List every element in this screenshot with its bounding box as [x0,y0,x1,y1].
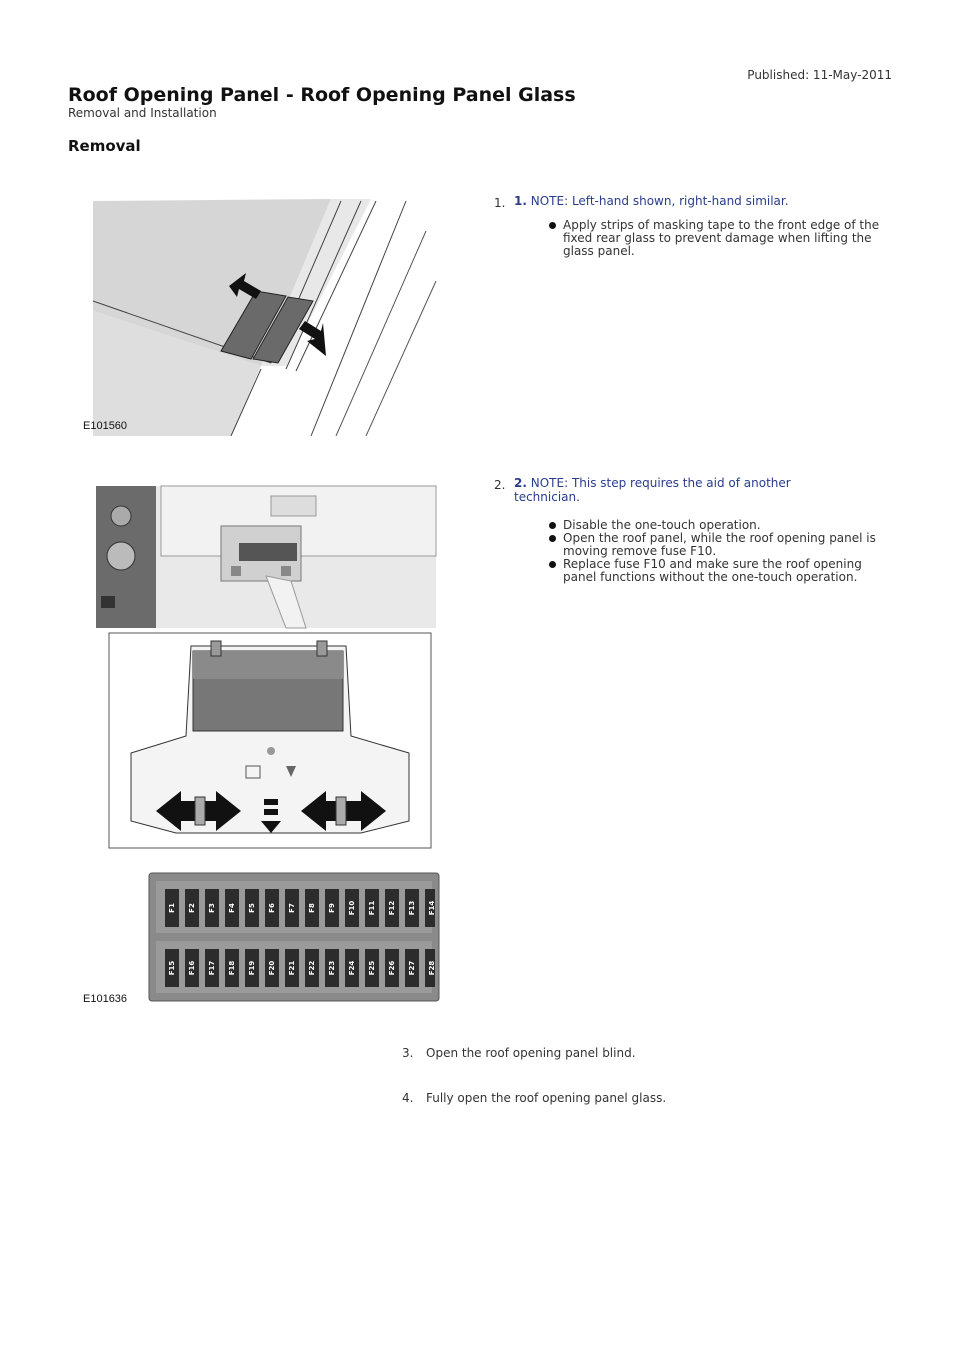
page-subtitle: Removal and Installation [68,106,217,120]
step-note [514,194,854,208]
step-number: 2. [494,478,506,492]
fuse-label: F25 [368,960,376,976]
fuse-label: F10 [348,900,356,916]
step-bullet: Apply strips of masking tape to the front edge of the fixed rear glass to prevent damage when lifting the glass panel. [563,219,883,258]
fuse-label: F19 [248,960,256,976]
roof-glass-illustration [81,191,441,436]
fuse-label: F21 [288,960,296,976]
step-number: 1. [494,196,506,210]
step-text: Open the roof opening panel blind. [426,1046,636,1060]
step-bullet: Replace fuse F10 and make sure the roof opening panel functions without the one-touch operation. [563,558,883,584]
fuse-label: F4 [228,903,236,913]
fuse-label: F17 [208,960,216,976]
fuse-label: F16 [188,960,196,976]
fuse-label: F6 [268,903,276,913]
figure-fuse-box [80,480,442,1012]
fuse-label: F23 [328,960,336,976]
note-text: NOTE: Left-hand shown, right-hand similar. [530,194,789,208]
fuse-label: F13 [408,900,416,916]
fuse-label: F5 [248,903,256,913]
step-number: 4. [402,1091,414,1105]
fuse-label: F20 [268,960,276,976]
fuse-label: F8 [308,903,316,913]
fuse-label: F27 [408,960,416,976]
fuse-label: F28 [428,960,436,976]
note-number: 1. [514,194,527,208]
fuse-label: F1 [168,903,176,913]
fuse-label: F15 [168,960,176,976]
note-text: NOTE: This step requires the aid of another technician. [514,476,791,504]
published-date: Published: 11-May-2011 [747,68,892,82]
section-heading: Removal [68,137,141,155]
fuse-label: F22 [308,960,316,976]
fuse-box-illustration [81,481,441,1011]
fuse-label: F3 [208,903,216,913]
figure-label: E101636 [83,993,128,1005]
fuse-label: F2 [188,903,196,913]
note-number: 2. [514,476,527,490]
fuse-label: F9 [328,903,336,913]
step-note [514,476,844,504]
step-number: 3. [402,1046,414,1060]
figure-masking-tape [80,190,442,437]
fuse-label: F7 [288,903,296,913]
page-title: Roof Opening Panel - Roof Opening Panel Glass [68,84,576,106]
fuse-label: F14 [428,900,436,916]
figure-label: E101560 [83,420,128,432]
fuse-label: F11 [368,900,376,916]
step-text: Fully open the roof opening panel glass. [426,1091,667,1105]
fuse-label: F18 [228,960,236,976]
fuse-label: F26 [388,960,396,976]
fuse-label: F24 [348,960,356,976]
step-bullet: Open the roof panel, while the roof opening panel is moving remove fuse F10. [563,532,883,558]
fuse-label: F12 [388,900,396,916]
step-bullet: Disable the one-touch operation. [563,519,883,532]
